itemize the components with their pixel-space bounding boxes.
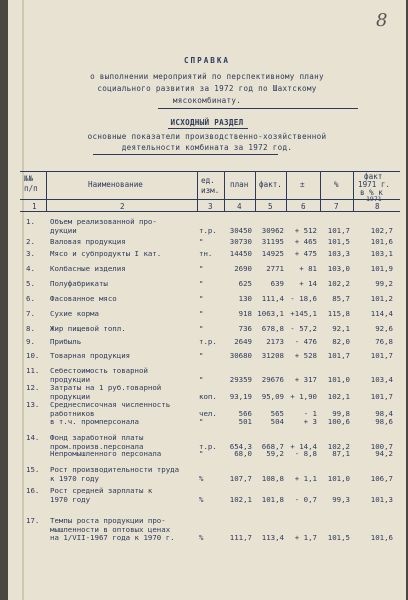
- col-number: 2: [120, 202, 125, 211]
- row-number: 1.: [26, 217, 35, 226]
- row-unit: %: [199, 533, 204, 542]
- row-prev: 101,7: [370, 391, 393, 401]
- row-number: 13.: [26, 400, 40, 409]
- row-pct: 101,0: [327, 374, 350, 384]
- section-sub-underline: [93, 154, 278, 155]
- row-prev: 101,6: [370, 237, 393, 246]
- col-number: 5: [268, 202, 273, 211]
- row-unit: ": [199, 417, 204, 426]
- col-divider: [224, 172, 225, 212]
- section-sub-line-1: основные показатели производственно-хозяйственной: [87, 132, 327, 141]
- row-pct: 102,2: [327, 279, 350, 288]
- table-row: [8, 401, 406, 417]
- row-unit: ": [199, 237, 204, 246]
- row-prev: 101,3: [370, 494, 393, 504]
- row-diff: + 1,90: [290, 391, 317, 401]
- page-number: 8: [376, 10, 388, 31]
- row-prev: 94,2: [375, 449, 393, 458]
- row-diff: +145,1: [290, 309, 317, 318]
- row-name: мышленности в оптовых ценах: [50, 524, 171, 534]
- row-name: Темпы роста продукции про-: [50, 516, 166, 525]
- subtitle-line-1: о выполнении мероприятий по перспективному плану: [90, 72, 324, 81]
- row-number: 10.: [26, 351, 40, 360]
- subtitle-line-3: мясокомбинату.: [172, 96, 242, 105]
- row-name: Прибыль: [50, 337, 82, 346]
- row-name: Мясо и субпродукты I кат.: [50, 249, 162, 258]
- table-row: [8, 450, 406, 466]
- row-plan: 625: [238, 279, 252, 288]
- row-fact: 30962: [261, 225, 284, 235]
- col-divider: [286, 172, 287, 212]
- row-plan: 30730: [229, 237, 252, 246]
- table-row: [8, 218, 406, 234]
- row-plan: 14450: [229, 249, 252, 258]
- row-pct: 101,7: [327, 351, 350, 360]
- row-diff: - 0,7: [294, 494, 317, 504]
- col-header-prev-4: 1971: [366, 195, 382, 203]
- row-diff: + 512: [294, 225, 317, 235]
- row-name: Колбасные изделия: [50, 264, 126, 273]
- row-name: на 1/VII-1967 года к 1970 г.: [50, 533, 175, 542]
- row-number: 6.: [26, 294, 35, 303]
- col-header-num-2: п/п: [24, 184, 38, 193]
- row-plan: 30450: [229, 225, 252, 235]
- row-pct: 115,8: [327, 309, 350, 318]
- row-name: Сухие корма: [50, 309, 99, 318]
- table-row: [8, 367, 406, 383]
- row-prev: 100,7: [370, 441, 393, 451]
- row-name: Валовая продукция: [50, 237, 126, 246]
- row-name: Непромышленного персонала: [50, 449, 162, 458]
- row-diff: + 528: [294, 351, 317, 360]
- row-pct: 101,0: [327, 473, 350, 483]
- row-fact: 101,8: [261, 494, 284, 504]
- row-fact: 678,8: [261, 324, 284, 333]
- row-unit: чел.: [199, 408, 217, 418]
- row-prev: 76,8: [375, 337, 393, 346]
- row-name: продукции: [50, 391, 91, 401]
- col-header-diff: ±: [300, 180, 305, 189]
- row-name: в т.ч. промперсонала: [50, 417, 139, 426]
- row-prev: 101,6: [370, 533, 393, 542]
- col-divider: [255, 172, 256, 212]
- row-diff: - 476: [294, 337, 317, 346]
- row-name: продукции: [50, 374, 91, 384]
- table-row: [8, 434, 406, 450]
- table-row: [8, 516, 406, 542]
- row-pct: 102,1: [327, 391, 350, 401]
- row-fact: 504: [270, 417, 284, 426]
- row-unit: ": [199, 264, 204, 273]
- row-number: 3.: [26, 249, 35, 258]
- row-pct: 100,6: [327, 417, 350, 426]
- row-diff: + 14: [299, 279, 317, 288]
- row-unit: %: [199, 473, 204, 483]
- row-fact: 111,4: [261, 294, 284, 303]
- col-header-fact: факт.: [259, 180, 282, 189]
- row-plan: 130: [238, 294, 252, 303]
- table-row: [8, 418, 406, 434]
- row-number: 4.: [26, 264, 35, 273]
- row-unit: ": [199, 309, 204, 318]
- row-unit: ": [199, 351, 204, 360]
- row-fact: 14925: [261, 249, 284, 258]
- row-prev: 101,2: [370, 294, 393, 303]
- row-number: 14.: [26, 433, 40, 442]
- section-sub-line-2: деятельности комбината за 1972 год.: [121, 143, 293, 152]
- row-diff: - 1: [303, 408, 317, 418]
- section-title: ИСХОДНЫЙ РАЗДЕЛ: [170, 118, 244, 127]
- row-plan: 2690: [234, 264, 252, 273]
- row-pct: 82,0: [332, 337, 350, 346]
- row-fact: 29676: [261, 374, 284, 384]
- row-fact: 565: [270, 408, 284, 418]
- row-pct: 103,0: [327, 264, 350, 273]
- row-prev: 101,7: [370, 351, 393, 360]
- row-name: Затраты на 1 руб.товарной: [50, 383, 162, 392]
- row-fact: 108,8: [261, 473, 284, 483]
- row-pct: 101,7: [327, 225, 350, 235]
- row-number: 11.: [26, 366, 40, 375]
- row-fact: 31208: [261, 351, 284, 360]
- row-number: 12.: [26, 383, 40, 392]
- row-pct: 87,1: [332, 449, 350, 458]
- col-number: 4: [237, 202, 242, 211]
- table-row: [8, 466, 406, 482]
- document-page: [8, 0, 406, 600]
- table-row: [8, 384, 406, 400]
- row-plan: 918: [238, 309, 252, 318]
- col-number: 6: [301, 202, 306, 211]
- row-fact: 668,7: [261, 441, 284, 451]
- row-diff: + 1,1: [294, 473, 317, 483]
- row-plan: 736: [238, 324, 252, 333]
- row-prev: 92,6: [375, 324, 393, 333]
- col-number: 8: [375, 202, 380, 211]
- col-number: 1: [32, 202, 37, 211]
- row-name: Товарная продукция: [50, 351, 131, 360]
- row-name: Себестоимость товарной: [50, 366, 148, 375]
- row-prev: 106,7: [370, 473, 393, 483]
- row-pct: 101,5: [327, 533, 350, 542]
- row-name: дукции: [50, 225, 77, 235]
- col-divider: [46, 172, 47, 212]
- row-diff: + 1,7: [294, 533, 317, 542]
- row-fact: 31195: [261, 237, 284, 246]
- row-number: 8.: [26, 324, 35, 333]
- header-bottom-border: [20, 211, 400, 212]
- row-fact: 95,09: [261, 391, 284, 401]
- row-name: Жир пищевой топл.: [50, 324, 126, 333]
- row-name: пром.произв.персонала: [50, 441, 144, 451]
- row-prev: 101,9: [370, 264, 393, 273]
- row-name: Фасованное мясо: [50, 294, 117, 303]
- row-fact: 639: [270, 279, 284, 288]
- row-name: Объем реализованной про-: [50, 217, 157, 226]
- row-number: 7.: [26, 309, 35, 318]
- row-plan: 29359: [229, 374, 252, 384]
- row-pct: 99,3: [332, 494, 350, 504]
- col-divider: [353, 172, 354, 212]
- document-title: СПРАВКА: [183, 56, 230, 65]
- row-unit: т.р.: [199, 337, 217, 346]
- row-prev: 102,7: [370, 225, 393, 235]
- row-plan: 566: [238, 408, 252, 418]
- col-header-plan: план: [230, 180, 249, 189]
- row-pct: 102,2: [327, 441, 350, 451]
- row-fact: 1063,1: [257, 309, 284, 318]
- row-plan: 111,7: [229, 533, 252, 542]
- row-unit: ": [199, 374, 204, 384]
- subtitle-underline: [158, 108, 358, 109]
- row-diff: + 465: [294, 237, 317, 246]
- row-name: работников: [50, 408, 95, 418]
- row-plan: 93,19: [229, 391, 252, 401]
- col-number: 3: [208, 202, 213, 211]
- row-plan: 501: [238, 417, 252, 426]
- row-plan: 107,7: [229, 473, 252, 483]
- row-number: 15.: [26, 465, 40, 474]
- table-top-border: [20, 171, 400, 172]
- table-row: [8, 487, 406, 503]
- row-diff: + 3: [303, 417, 317, 426]
- col-header-name: Наименование: [88, 180, 143, 189]
- row-number: 5.: [26, 279, 35, 288]
- row-number: 2.: [26, 237, 35, 246]
- col-header-prev-1: факт: [364, 172, 383, 181]
- col-header-prev-3: в % к: [360, 188, 383, 197]
- row-prev: 98,6: [375, 417, 393, 426]
- row-diff: - 8,8: [294, 449, 317, 458]
- header-divider: [20, 199, 400, 200]
- row-pct: 99,8: [332, 408, 350, 418]
- row-prev: 99,2: [375, 279, 393, 288]
- row-name: Рост средней зарплаты к: [50, 486, 153, 495]
- row-unit: т.р.: [199, 225, 217, 235]
- row-fact: 2173: [266, 337, 284, 346]
- col-divider: [197, 172, 198, 212]
- row-fact: 113,4: [261, 533, 284, 542]
- row-unit: %: [199, 494, 204, 504]
- col-header-num-1: №№: [24, 174, 34, 183]
- row-unit: ": [199, 449, 204, 458]
- row-prev: 114,4: [370, 309, 393, 318]
- row-diff: + 81: [299, 264, 317, 273]
- row-name: 1970 году: [50, 494, 91, 504]
- row-unit: коп.: [199, 391, 217, 401]
- row-pct: 85,7: [332, 294, 350, 303]
- row-prev: 98,4: [375, 408, 393, 418]
- col-header-prev-2: 1971 г.: [358, 180, 391, 189]
- col-divider: [320, 172, 321, 212]
- row-plan: 654,3: [229, 441, 252, 451]
- col-number: 7: [334, 202, 339, 211]
- row-plan: 102,1: [229, 494, 252, 504]
- row-pct: 101,5: [327, 237, 350, 246]
- row-name: Фонд заработной платы: [50, 433, 144, 442]
- row-pct: 103,3: [327, 249, 350, 258]
- row-plan: 68,0: [234, 449, 252, 458]
- row-name: Полуфабрикаты: [50, 279, 108, 288]
- row-diff: - 57,2: [290, 324, 317, 333]
- row-name: Рост производительности труда: [50, 465, 180, 474]
- row-unit: ": [199, 279, 204, 288]
- row-name: к 1970 году: [50, 473, 99, 483]
- row-number: 9.: [26, 337, 35, 346]
- row-unit: тн.: [199, 249, 213, 258]
- row-name: Среднесписочная численность: [50, 400, 171, 409]
- col-header-unit-2: изм.: [201, 186, 220, 195]
- row-diff: - 18,6: [290, 294, 317, 303]
- col-header-pct: %: [334, 180, 339, 189]
- section-title-underline: [168, 128, 248, 129]
- subtitle-line-2: социального развития за 1972 год по Шахтскому: [97, 84, 317, 93]
- row-unit: ": [199, 324, 204, 333]
- col-header-unit-1: ед.: [201, 176, 215, 185]
- row-unit: ": [199, 294, 204, 303]
- row-number: 17.: [26, 516, 40, 525]
- row-fact: 2771: [266, 264, 284, 273]
- row-prev: 103,4: [370, 374, 393, 384]
- row-pct: 92,1: [332, 324, 350, 333]
- row-diff: + 14,4: [290, 441, 317, 451]
- row-diff: + 475: [294, 249, 317, 258]
- row-number: 16.: [26, 486, 40, 495]
- row-plan: 2649: [234, 337, 252, 346]
- row-plan: 30680: [229, 351, 252, 360]
- row-unit: т.р.: [199, 441, 217, 451]
- row-diff: + 317: [294, 374, 317, 384]
- row-prev: 103,1: [370, 249, 393, 258]
- row-fact: 59,2: [266, 449, 284, 458]
